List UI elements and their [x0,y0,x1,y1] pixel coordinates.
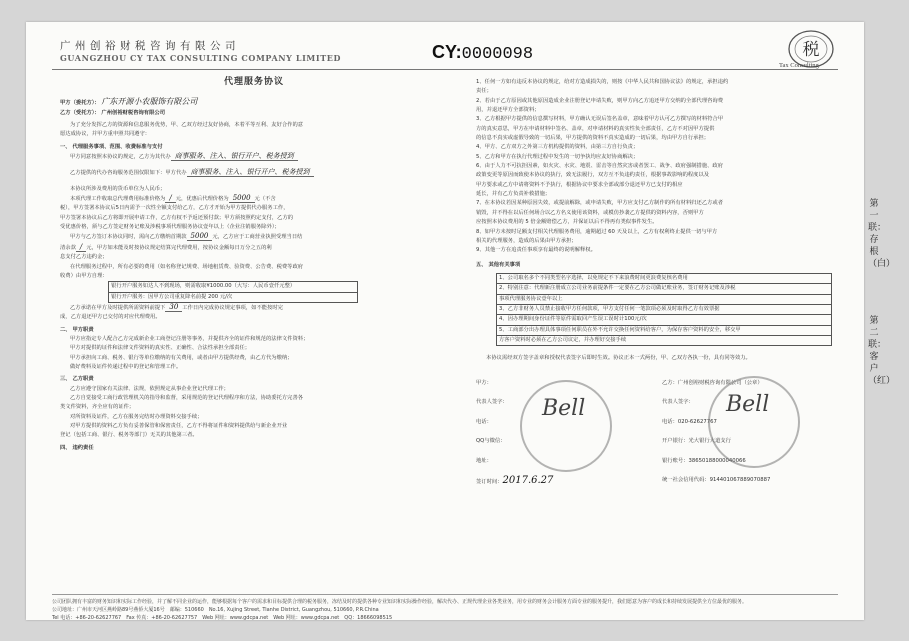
sign-a-addr: 地址： [476,457,492,464]
liability-line: 应按照本协议费用的 5 倍金额赔偿乙方，并保证以后不得再有类似事件发生。 [476,219,658,226]
sign-b-account: 银行账号：38650188000040066 [662,457,746,464]
liability-line: 相关的代理服务，造成的后果由甲方承担； [476,237,577,244]
signature-block [476,374,832,494]
sign-b-rep: 代表人签字： [662,399,694,406]
clause-text: 元，优惠后代理价格为 [175,196,229,203]
party-a-handwritten: 广东开源小农服饰有限公司 [101,97,198,107]
liability-line: 政策变更等原因而致使本协议的执行，致无法履行，双方互不负违约责任，根据事故影响的程度以及 [476,172,710,179]
clause-text: 本项代理工作收取总代理费用标准价格为 [70,196,166,203]
right-column [476,78,832,494]
party-a-signature: Bell [542,395,586,421]
clause-line [60,303,448,313]
sign-b-credit: 统一社会信用代码：914401067889070887 [662,477,771,484]
contract-prefix: CY: [432,42,462,62]
clause-line [60,243,448,253]
clause-text: 元，甲方如未能及时按协议规定结算完代理费用，按协议金额每日万分之五的利 [86,244,272,251]
clause-line [60,232,448,242]
clause-text: 清余款 [60,244,76,251]
clause-line: 受优惠价格，须与乙方签定财务记账及涉税事项代理服务协议壹年以上（企业注销服务除外）； [60,224,280,231]
other-row: 1、公司取名多个不同类型名字选择，以免规定不下来浪费时间更浪费复核名费用 [496,273,832,283]
other-matters-box [496,273,832,346]
liability-line: 2、若由于乙方原因或其他原因造成企业注册登记申请失败，则甲方向乙方追还甲方交纳的全部代理咨询费 [476,97,724,104]
clause-line: 做好费料及证件传递过程中的登记和管理工作。 [70,363,182,370]
other-row: 5、工商部分出办理具体事项任何职员在外不允许交换任何资料给客户，为保存客户资料的安全，移交甲 [496,325,832,335]
clause-line: 税），甲方签署本协议后5日内需予一次性全额支付给乙方，乙方才开始为甲方提供代办服务工作， [60,205,289,212]
sign-a-phone: 电话： [476,418,492,425]
clause-line: 本协议所涉及费用的货币单位为人民币； [70,185,166,192]
clause-line: 在代理服务过程中，所有必要的费用（如名称登记规费、场地租赁费、验资费、公告费、税费等政府 [70,263,304,270]
sign-a-date-handwritten: 2017.6.27 [502,475,554,487]
page-footer [52,594,838,620]
contract-no: 0000098 [461,45,534,64]
party-b-value: 广州创裕财税咨询有限公司 [101,109,165,116]
other-row: 2、特别注意：代理新注册成立公司业务前提条件一定要在乙方公司做记账业务，签订财务记账及涉税 [496,283,832,293]
sign-a-date-label: 签订时间： [476,479,503,486]
company-name-en: GUANGZHOU CY TAX CONSULTING COMPANY LIMITED [60,53,342,63]
clause-text: 元（不含 [254,196,276,203]
notice-box [108,281,358,303]
clause-line [60,168,448,178]
sign-b-phone: 电话：020-62627767 [662,418,717,425]
liability-line: 8、如甲方未按时足额支付相关代理服务费用，逾期超过 60 天及以上，乙方有权利终止提供一切与甲方 [476,228,718,235]
liability-line: 7、在本协议若因某种原因失效，或提前解除，或申请失败，甲方应支付乙方制作的所有材料归还乙方或者 [476,200,724,207]
liability-line: 1、任何一方如有违反本协议的规定，给对方造成损失的，则按《中华人民共和国协议法》的规定，承担违约 [476,79,729,85]
intro-line: 愿达成协议，并甲方重申照共同遵守： [60,131,151,138]
handwritten-service: 商事服务、注入、银行开户、税务授到 [171,152,298,161]
closing-statement: 本协议需经双方签字盖章和授权代表签字后即时生效。协议正本一式两份，甲、乙双方各执一份，具有同等效力。 [486,355,751,362]
document-title: 代理服务协议 [223,77,284,87]
party-a [60,97,448,108]
header-rule [52,69,838,70]
liability-line: 延长，并有乙方负责补救措施； [476,191,551,198]
contract-number [432,42,533,64]
copy-label-stub: 第一联：存根（白） [868,199,896,269]
section-heading: 一、 代理服务事项、范围、收费标准与支付 [60,143,163,150]
handwritten-service: 商事服务、注入、银行开户、税务授到 [187,168,314,177]
left-column [60,78,448,453]
liability-line: 4、甲方、乙方双方之外第三方机构提供的资料，由第三方自行负责； [476,144,639,151]
liability-line: 用，并退还甲方全部资料； [476,107,540,114]
footer-line: 公司地址：广州市天河区燕岭路89号燕侨大厦16号 邮编：510660 No.16, Xujing Street, Tianhe District, Guangzhou, 510660, P.R.China [52,607,379,613]
clause-line: 类文件资料，齐全应有的证件； [60,404,135,411]
handwritten-price: / [165,194,175,203]
notice-row: 银行开户服务：因甲方公司重复降名前提 200 元/次 [108,292,358,303]
liability-line: 5、乙方和甲方在执行代理过程中发生的一切争执均应友好协商解决； [476,153,639,160]
clause-text: 元，乙方应于工商营业执照受理当日结 [212,234,303,241]
intro-line: 为了充分发挥乙方的资源和信息服务优势，甲、乙双方经过友好协商，本着平等互利、友好合作的意 [70,122,304,129]
clause-line: 甲方应指定专人配合乙方完成新企业工商登记注册等事务，并提供齐全的证件和规范的法律文件资料； [70,335,309,342]
contract-sheet [26,22,864,620]
other-row: 4、因办理期间身份证件等原件需取回产生误工误时计100元/次 [496,314,832,324]
section-heading: 五、 其他有关事项 [476,261,521,268]
clause-text: 乙方承诺在甲方及时提供所需资料前提下 [70,304,166,311]
sign-a-qq: QQ与微信： [476,438,506,445]
liability-line: 3、乙方根据甲方提供的信息撰写材料，甲方确认无误后签名盖章，意味着甲方认可乙方撰写的材料符合甲 [476,116,724,123]
clause-line [60,194,448,204]
sign-a-date [476,471,553,493]
svg-text:税: 税 [802,40,820,60]
sign-a-rep: 代表人签字： [476,399,508,406]
party-b-seal [708,376,800,468]
clause-line: 甲方签署本协议后乙方将即开展申请工作，乙方有权不予返还预付款；甲方须按照约定支付，乙方的 [60,214,294,221]
footer-line: 公司团队拥有丰富的财务知识和实际工作经验，并了解不同企业的运作，能够根据每个客户的需求和目标提供合理的税务服务，冻结及时的提供各种专业知识和实际操作经验，解决代办、正规代理企业各类业务，用专业的财务会计服务方面专业的服务提升，我们愿意为客户的成长和持续发展提供全方位最优的服务。 [52,599,748,605]
handwritten-price: 5000 [229,194,255,203]
clause-line: 收费）由甲方自理： [60,272,108,279]
other-row: 方客户资料时必须在乙方公司议定，并办理好交接手续 [496,335,832,346]
liability-line: 销毁，并不得在以后任何场合以乙方名义使用该资料，或模仿抄袭乙方提供的资料内容，否则甲方 [476,209,704,216]
liability-line: 的信息不真实或虚假导致的一切后果，甲方提供的资料不真实造成的一切后果，均由甲方自行承担； [476,135,710,142]
handwritten-days: 30 [165,303,182,312]
liability-line: 责任； [476,88,492,95]
clause-line: 乙方应遵守国家有关法律、法规，依照规定从事企业登记代理工作； [70,385,229,392]
clause-line: 成，乙方退还甲方已交付的对应代理费用。 [60,314,161,321]
notice-row: 银行开户服务如达人不到现场，则需收取¥1000.00（大写：人民币壹仟元整） [108,281,358,291]
logo-caption: Tax Consulting [779,62,819,69]
sign-a-label: 甲方： [476,379,492,386]
clause-line [60,152,448,162]
liability-line: 方的真实意思，甲方在申请材料中签名、盖章，对申请材料的真实性负全部责任，乙方不对因甲方提供 [476,125,715,132]
section-heading: 三、 乙方职责 [60,376,94,383]
clause-line: 息支付乙方违约金； [60,254,108,261]
clause-line: 甲方对提供的证件和法律文件资料的真实性、正确性、合法性承担全部责任； [70,345,251,352]
liability-line: 甲方要求或乙方中请将资料不予执行，根据协议中要求全部或部分退还甲方已支付的相应 [476,181,683,188]
clause-line: 对甲方提供的资料乙方负有妥善保管和保密责任，乙方不得将证件和资料提供给与新企业开业 [70,423,288,429]
company-name-cn: 广州创裕财税咨询有限公司 [60,40,240,52]
clause-text: 甲方与乙方签订本协议同时，需向乙方缴纳首期款 [70,234,187,241]
liability-line: 9、其他一方在追责任事项享有最终的说明解释权。 [476,247,596,254]
sign-b-bank: 开户银行：光大银行大道支行 [662,438,731,445]
party-b-label: 乙方（受托方）： [60,109,100,116]
party-a-seal [520,380,612,472]
handwritten-balance: / [76,243,86,252]
other-row: 事项代理服务协议壹年以上 [496,294,832,304]
section-heading: 四、 违约责任 [60,444,94,451]
clause-line: 对所资料及证件，乙方在服务完结时办理资料交接手续； [70,413,203,420]
party-b-signature: Bell [726,391,770,417]
clause-line: 乙方自觉接受工商行政管理机关的指导和监督，采用规范的登记代理程序和方法，协助委托方完善各 [70,394,304,401]
clause-text: 甲方同意按照本协议的规定，乙方为其代办 [70,154,171,161]
other-row: 3、乙方非财务人员禁止接收甲方任何款项，甲方支付任何一笔款项必须及时取得乙方有效票据 [496,304,832,314]
section-heading: 二、 甲方职责 [60,326,94,333]
footer-line: Tel 电话：+86-20-62627767 Fax 传真：+86-20-62627757 Web 网址：www.gdcpa.net Web 网址：www.gdcpa.net QQ：18666098515 [52,615,393,620]
clause-text: 乙方提供的代办咨询服务范围仅限如下：甲方代办 [70,170,187,177]
party-a-label: 甲方（委托方）： [60,100,100,107]
copy-label-customer: 第二联：客户（红） [868,316,896,386]
sign-b-party: 乙方：广州创裕财税咨询有限公司（公章） [662,379,763,386]
party-b [60,109,448,118]
liability-line: 6、由于人力不可抗拒因素，如火灾、水灾、地震、雷击等自然灾害或者罢工、战争、政府强制措施、政府 [476,163,724,170]
handwritten-deposit: 5000 [187,232,213,241]
clause-text: 工作日内完成协议规定事项，如不能按时完 [182,304,283,311]
clause-line: 甲方承担向工商、税务、银行等单位缴纳的有关费用，或者由甲方提供经费，由乙方代为缴纳； [70,354,293,361]
clause-line: 登记（包括工商、银行、税务等部门）无关的其他第三者。 [60,432,198,439]
